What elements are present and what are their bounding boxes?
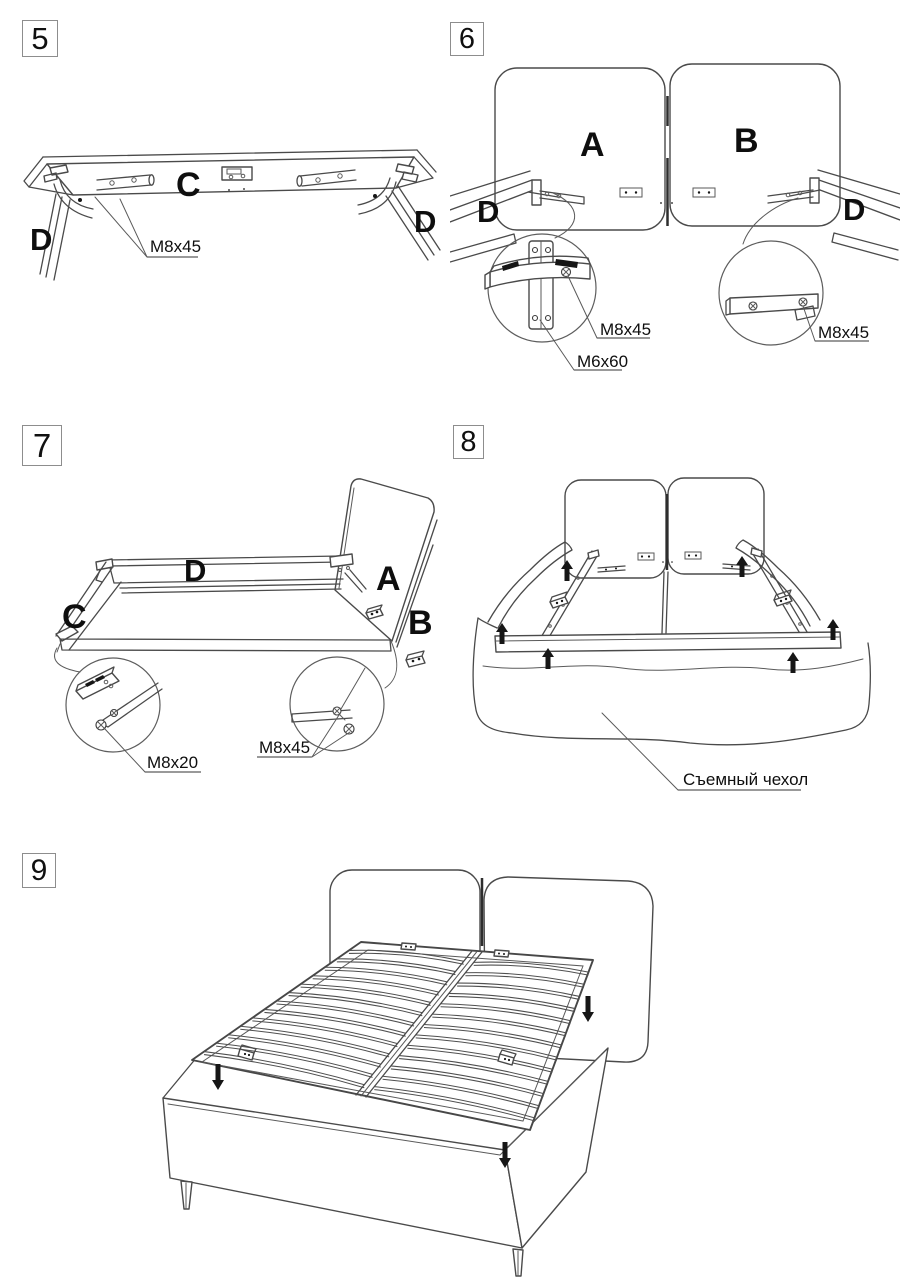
far-side-rail-d bbox=[96, 554, 366, 593]
step-7-section bbox=[0, 410, 450, 820]
headboard-panels bbox=[565, 478, 764, 578]
bolt-block-right bbox=[774, 590, 792, 606]
corner-block-detail bbox=[76, 667, 119, 699]
side-rail-detail bbox=[726, 294, 818, 320]
step-8-illustration bbox=[450, 410, 900, 820]
part-label-d: D bbox=[184, 553, 207, 588]
step-8-section bbox=[450, 410, 900, 820]
bolt-label-m8x45-side: M8x45 bbox=[818, 323, 870, 342]
part-label-a: A bbox=[580, 126, 605, 164]
detail-circle-right bbox=[290, 641, 397, 751]
step-7-number: 7 bbox=[32, 427, 52, 464]
part-label-c: C bbox=[62, 598, 87, 636]
bolt-label-m8x45-corner: M8x45 bbox=[600, 320, 652, 339]
bolt-label-m8x20: M8x20 bbox=[147, 753, 199, 772]
step-7-number-box bbox=[22, 425, 62, 466]
rail-end-detail bbox=[292, 668, 365, 734]
step-5-number: 5 bbox=[31, 21, 49, 56]
bolt-block-2 bbox=[406, 651, 425, 667]
step-8-number: 8 bbox=[460, 425, 477, 458]
step-6-number: 6 bbox=[458, 22, 476, 55]
part-label-b: B bbox=[408, 604, 433, 642]
bolt-label-m8x45: M8x45 bbox=[150, 237, 202, 256]
step-5-section bbox=[0, 0, 450, 410]
slatted-base bbox=[192, 942, 593, 1130]
step-5-number-box bbox=[22, 20, 58, 57]
step-7-illustration bbox=[0, 410, 450, 820]
box-front-face bbox=[163, 1098, 522, 1248]
part-label-d-left: D bbox=[477, 194, 500, 229]
front-rail bbox=[495, 572, 841, 652]
part-label-d-right: D bbox=[414, 204, 437, 239]
step-8-number-box bbox=[453, 425, 484, 459]
bolt-block-left bbox=[550, 592, 568, 608]
step-5-illustration bbox=[0, 0, 450, 410]
detail-circle-left bbox=[55, 648, 162, 752]
near-side-rail bbox=[60, 639, 391, 651]
step-9-illustration bbox=[0, 820, 900, 1280]
step-6-illustration bbox=[450, 0, 900, 410]
part-label-d-right: D bbox=[843, 192, 866, 227]
step-6-section bbox=[450, 0, 900, 410]
rail-end-detail bbox=[96, 683, 162, 730]
detail-circle-left bbox=[485, 234, 596, 342]
detail-circle-right bbox=[719, 241, 823, 345]
step-9-section bbox=[0, 820, 900, 1280]
part-label-d-left: D bbox=[30, 222, 53, 257]
step-6-number-box bbox=[450, 22, 484, 56]
part-label-b: B bbox=[734, 122, 759, 160]
bolt-label-m8x45: M8x45 bbox=[259, 738, 311, 757]
cover-label: Съемный чехол bbox=[683, 770, 809, 789]
step-9-number-box bbox=[22, 853, 56, 888]
step-9-number: 9 bbox=[30, 853, 48, 887]
bolt-label-m6x60: M6x60 bbox=[577, 352, 629, 371]
part-label-c: C bbox=[176, 166, 201, 204]
part-label-a: A bbox=[376, 560, 401, 598]
slat-frame-outer bbox=[192, 942, 593, 1130]
